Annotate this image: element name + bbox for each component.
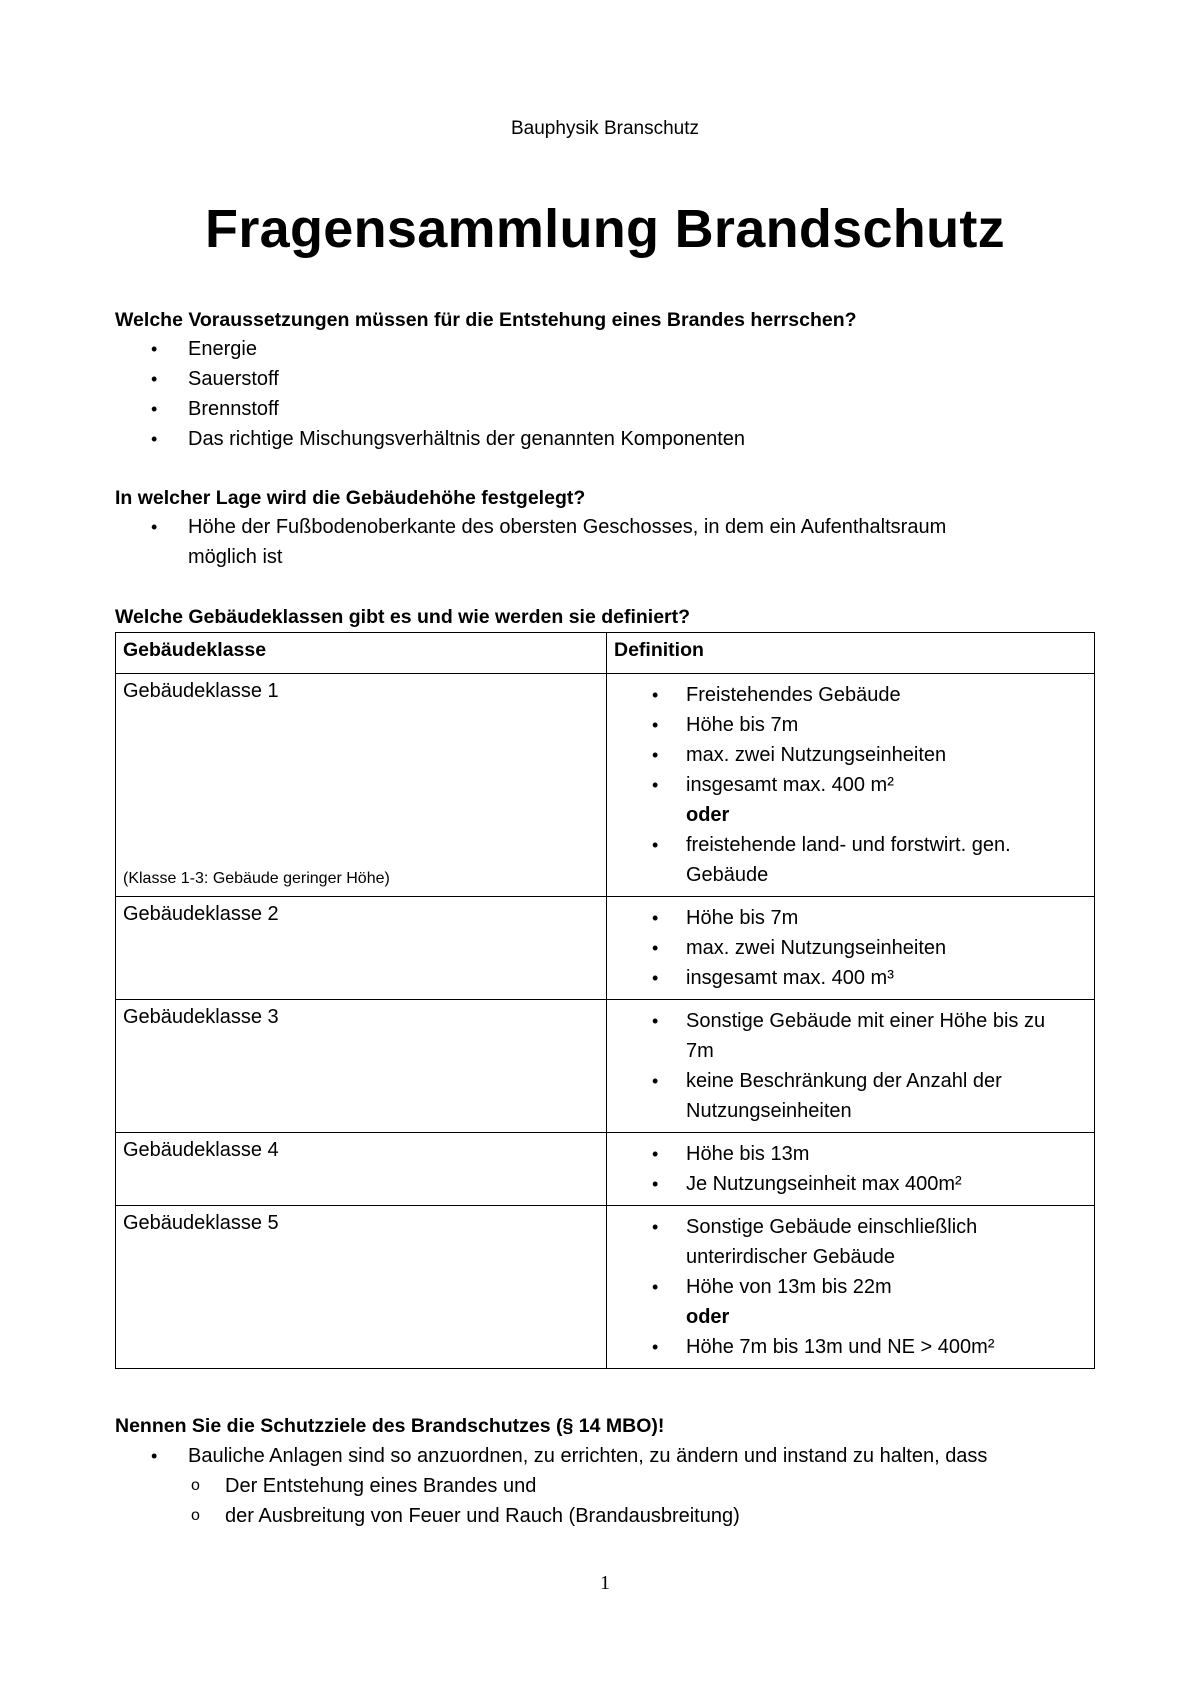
definition-list bbox=[614, 1006, 1087, 1126]
question-2: In welcher Lage wird die Gebäudehöhe festgelegt? bbox=[115, 487, 586, 509]
list-item-continuation: unterirdischer Gebäude bbox=[686, 1246, 896, 1268]
bullet-icon: • bbox=[652, 1144, 659, 1164]
list-item: • Brennstoff bbox=[115, 394, 1095, 424]
class-name: Gebäudeklasse 3 bbox=[123, 1006, 279, 1028]
table-cell bbox=[607, 1000, 1095, 1133]
bullet-icon: • bbox=[652, 1277, 659, 1297]
class-note: (Klasse 1-3: Gebäude geringer Höhe) bbox=[123, 870, 390, 887]
list-item: • max. zwei Nutzungseinheiten bbox=[614, 740, 1087, 770]
table-row bbox=[116, 1206, 1095, 1369]
class-name: Gebäudeklasse 4 bbox=[123, 1139, 279, 1161]
list-item: • Sonstige Gebäude mit einer Höhe bis zu bbox=[614, 1006, 1087, 1036]
building-class-table bbox=[115, 632, 1095, 1369]
column-header: Gebäudeklasse bbox=[116, 633, 607, 674]
bullet-icon: • bbox=[652, 908, 659, 928]
bullet-icon: • bbox=[151, 399, 158, 419]
list-item: • max. zwei Nutzungseinheiten bbox=[614, 933, 1087, 963]
page-number: 1 bbox=[600, 1572, 610, 1594]
question-4: Nennen Sie die Schutzziele des Brandschutzes (§ 14 MBO)! bbox=[115, 1415, 665, 1437]
answer-list-2 bbox=[115, 512, 1095, 572]
list-item: • Höhe 7m bis 13m und NE > 400m² bbox=[614, 1332, 1087, 1362]
list-item: • insgesamt max. 400 m³ bbox=[614, 963, 1087, 993]
list-item: o der Ausbreitung von Feuer und Rauch (Brandausbreitung) bbox=[115, 1501, 1095, 1531]
table-cell bbox=[607, 674, 1095, 897]
bullet-icon: • bbox=[652, 1011, 659, 1031]
table-cell bbox=[607, 1133, 1095, 1206]
list-item: • Freistehendes Gebäude bbox=[614, 680, 1087, 710]
list-connector: oder bbox=[686, 1306, 730, 1328]
table-cell bbox=[607, 1206, 1095, 1369]
list-item: • insgesamt max. 400 m² bbox=[614, 770, 1087, 800]
bullet-icon: • bbox=[652, 1071, 659, 1091]
list-item-continuation: Gebäude bbox=[686, 864, 769, 886]
table-cell bbox=[116, 1133, 607, 1206]
document-title: Fragensammlung Brandschutz bbox=[205, 199, 1005, 259]
circle-bullet-icon: o bbox=[191, 1507, 200, 1524]
list-item: • Das richtige Mischungsverhältnis der genannten Komponenten bbox=[115, 424, 1095, 454]
definition-list bbox=[614, 903, 1087, 993]
list-item: • Höhe bis 7m bbox=[614, 710, 1087, 740]
list-item: • freistehende land- und forstwirt. gen. bbox=[614, 830, 1087, 860]
list-item-continuation: 7m bbox=[686, 1040, 714, 1062]
bullet-icon: • bbox=[652, 1337, 659, 1357]
list-item: • Höhe von 13m bis 22m bbox=[614, 1272, 1087, 1302]
definition-list bbox=[614, 1212, 1087, 1362]
bullet-icon: • bbox=[652, 968, 659, 988]
question-3: Welche Gebäudeklassen gibt es und wie werden sie definiert? bbox=[115, 606, 691, 628]
bullet-icon: • bbox=[652, 715, 659, 735]
definition-list bbox=[614, 680, 1087, 890]
table-cell bbox=[116, 674, 607, 897]
definition-list bbox=[614, 1139, 1087, 1199]
list-item: • Je Nutzungseinheit max 400m² bbox=[614, 1169, 1087, 1199]
bullet-icon: • bbox=[652, 745, 659, 765]
list-item-continuation: Nutzungseinheiten bbox=[686, 1100, 852, 1122]
bullet-icon: • bbox=[151, 369, 158, 389]
answer-list-1 bbox=[115, 334, 1095, 454]
circle-bullet-icon: o bbox=[191, 1477, 200, 1494]
bullet-icon: • bbox=[652, 775, 659, 795]
list-item: • Sonstige Gebäude einschließlich bbox=[614, 1212, 1087, 1242]
bullet-icon: • bbox=[652, 1217, 659, 1237]
class-name: Gebäudeklasse 1 bbox=[123, 680, 279, 702]
bullet-icon: • bbox=[652, 685, 659, 705]
bullet-icon: • bbox=[151, 1446, 158, 1466]
list-item: • Energie bbox=[115, 334, 1095, 364]
bullet-icon: • bbox=[652, 835, 659, 855]
list-connector: oder bbox=[686, 804, 730, 826]
list-item: • Höhe bis 13m bbox=[614, 1139, 1087, 1169]
list-item-continuation: möglich ist bbox=[188, 546, 283, 568]
answer-list-4 bbox=[115, 1441, 1095, 1471]
bullet-icon: • bbox=[652, 938, 659, 958]
list-item: • Höhe der Fußbodenoberkante des obersten Geschosses, in dem ein Aufenthaltsraum bbox=[115, 512, 1095, 542]
table-cell bbox=[116, 897, 607, 1000]
table-cell bbox=[116, 1000, 607, 1133]
column-header: Definition bbox=[607, 633, 1095, 674]
table-row bbox=[116, 674, 1095, 897]
table-cell bbox=[116, 1206, 607, 1369]
table-row bbox=[116, 897, 1095, 1000]
table-cell bbox=[607, 897, 1095, 1000]
list-item: • Sauerstoff bbox=[115, 364, 1095, 394]
bullet-icon: • bbox=[151, 429, 158, 449]
question-1: Welche Voraussetzungen müssen für die Entstehung eines Brandes herrschen? bbox=[115, 309, 857, 331]
table-row bbox=[116, 1133, 1095, 1206]
list-item: • Höhe bis 7m bbox=[614, 903, 1087, 933]
class-name: Gebäudeklasse 5 bbox=[123, 1212, 279, 1234]
table-header-row bbox=[116, 633, 1095, 674]
list-item: • Bauliche Anlagen sind so anzuordnen, zu errichten, zu ändern und instand zu halten, dass bbox=[115, 1441, 1095, 1471]
page-header: Bauphysik Branschutz bbox=[511, 118, 699, 139]
bullet-icon: • bbox=[151, 517, 158, 537]
bullet-icon: • bbox=[151, 339, 158, 359]
bullet-icon: • bbox=[652, 1174, 659, 1194]
table-row bbox=[116, 1000, 1095, 1133]
sub-answer-list bbox=[115, 1471, 1095, 1531]
class-name: Gebäudeklasse 2 bbox=[123, 903, 279, 925]
list-item: • keine Beschränkung der Anzahl der bbox=[614, 1066, 1087, 1096]
list-item: o Der Entstehung eines Brandes und bbox=[115, 1471, 1095, 1501]
